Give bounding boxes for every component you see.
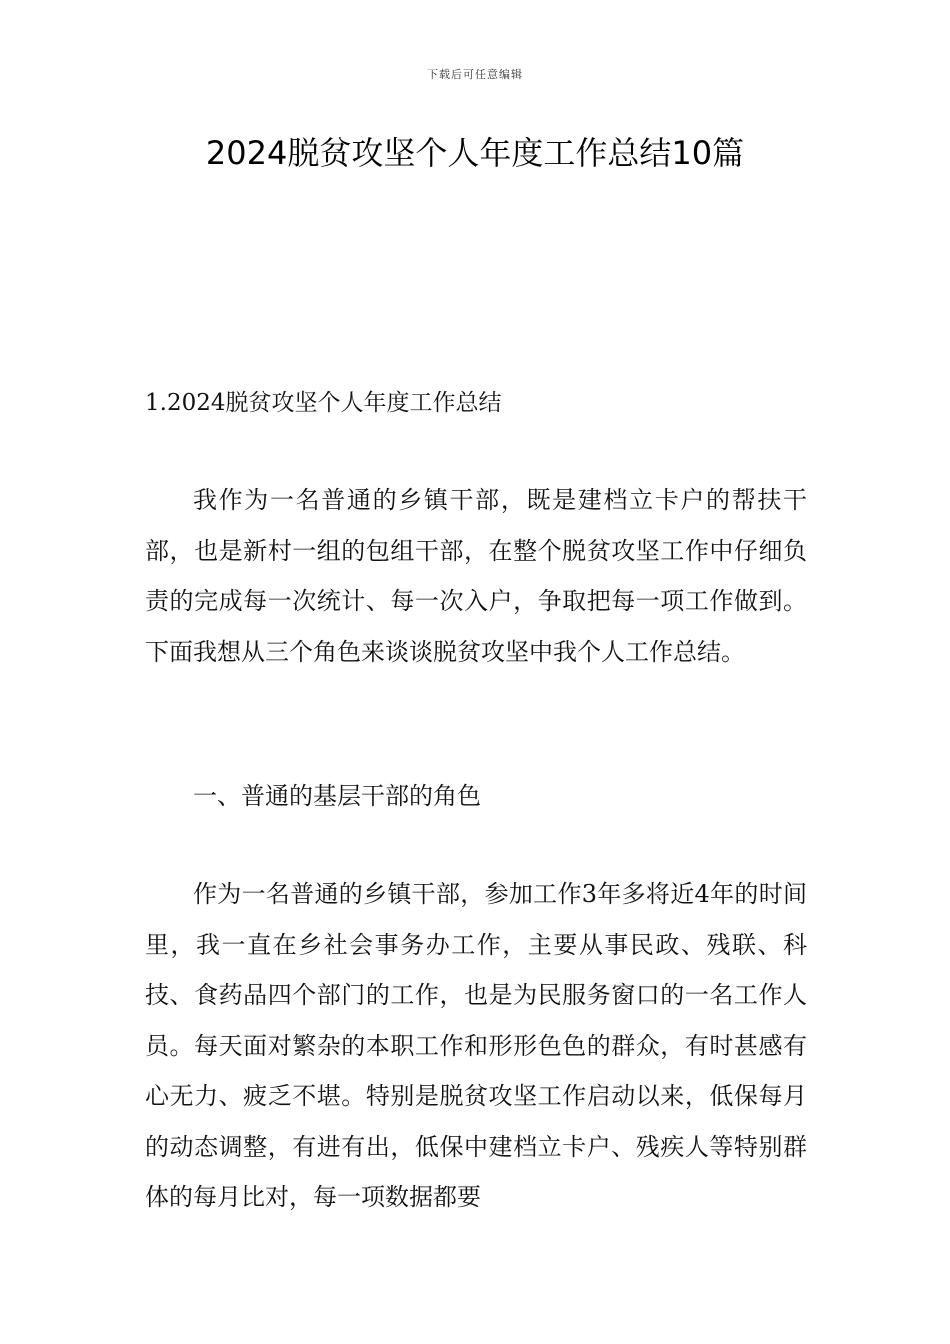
paragraph-intro: 我作为一名普通的乡镇干部，既是建档立卡户的帮扶干部，也是新村一组的包组干部，在整个脱贫攻坚工作中仔细负责的完成每一次统计、每一次入户，争取把每一项工作做到。下面我想从三个角色来谈谈脱贫攻坚中我个人工作总结。 [145, 486, 807, 666]
sub-heading: 一、普通的基层干部的角色 [193, 782, 481, 810]
header-note: 下载后可任意编辑 [427, 68, 523, 81]
paragraph-body: 作为一名普通的乡镇干部，参加工作3年多将近4年的时间里，我一直在乡社会事务办工作，主要从事民政、残联、科技、食药品四个部门的工作，也是为民服务窗口的一名工作人员。每天面对繁杂的本职工作和形形色色的群众，有时甚感有心无力、疲乏不堪。特别是脱贫攻坚工作启动以来，低保每月的动态调整，有进有出，低保中建档立卡户、残疾人等特别群体的每月比对，每一项数据都要 [145, 880, 807, 1211]
section-heading: 1.2024脱贫攻坚个人年度工作总结 [145, 390, 502, 416]
document-title: 2024脱贫攻坚个人年度工作总结10篇 [205, 134, 745, 172]
